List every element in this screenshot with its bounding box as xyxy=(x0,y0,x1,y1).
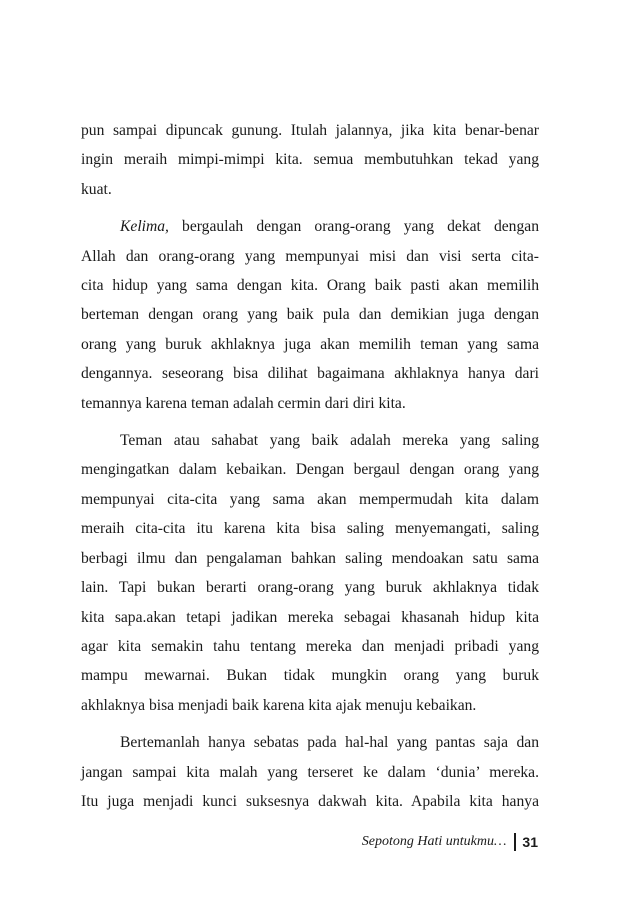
page-footer xyxy=(362,831,538,853)
text-line: jangan sampai kita malah yang terseret ke dalam ‘dunia’ mereka. xyxy=(81,763,539,781)
text-line: cita hidup yang sama dengan kita. Orang baik pasti akan memilih xyxy=(81,277,539,295)
paragraph-4 xyxy=(81,728,539,816)
text-line xyxy=(81,212,539,241)
text-line: kita sapa.akan tetapi jadikan mereka sebagai khasanah hidup kita xyxy=(81,608,539,626)
paragraph-3 xyxy=(81,426,539,720)
text-line: agar kita semakin tahu tentang mereka dan menjadi pribadi yang xyxy=(81,637,539,655)
text-line: berteman dengan orang yang baik pula dan demikian juga dengan xyxy=(81,306,539,324)
text-line: lain. Tapi bukan berarti orang-orang yang buruk akhlaknya tidak xyxy=(81,579,539,597)
text-line: Bertemanlah hanya sebatas pada hal-hal yang pantas saja dan xyxy=(120,734,539,752)
text-line-rest: bergaulah dengan orang-orang yang dekat dengan xyxy=(168,218,539,236)
text-line: mempunyai cita-cita yang sama akan mempermudah kita dalam xyxy=(81,490,539,508)
text-line: Teman atau sahabat yang baik adalah mereka yang saling xyxy=(120,432,539,450)
text-line: akhlaknya bisa menjadi baik karena kita ajak menuju kebaikan. xyxy=(81,696,477,714)
text-line: orang yang buruk akhlaknya juga akan memilih teman yang sama xyxy=(81,335,539,353)
book-title: Sepotong Hati untukmu… xyxy=(361,834,507,849)
text-line: berbagi ilmu dan pengalaman bahkan saling mendoakan satu sama xyxy=(81,549,539,567)
text-line: mampu mewarnai. Bukan tidak mungkin orang yang buruk xyxy=(81,667,539,685)
emphasis-lead: Kelima, xyxy=(120,218,169,236)
page-number: 31 xyxy=(522,834,538,850)
text-line: dengannya. seseorang bisa dilihat bagaimana akhlaknya hanya dari xyxy=(81,365,539,383)
text-line: ingin meraih mimpi-mimpi kita. semua membutuhkan tekad yang xyxy=(81,151,539,169)
text-line: pun sampai dipuncak gunung. Itulah jalannya, jika kita benar-benar xyxy=(81,122,539,139)
text-line: mengingatkan dalam kebaikan. Dengan bergaul dengan orang yang xyxy=(81,461,539,479)
footer-divider xyxy=(514,833,516,851)
page-body xyxy=(81,116,539,824)
text-line: Itu juga menjadi kunci suksesnya dakwah kita. Apabila kita hanya xyxy=(81,792,539,810)
text-line: Allah dan orang-orang yang mempunyai misi dan visi serta cita- xyxy=(81,247,539,265)
text-line: temannya karena teman adalah cermin dari diri kita. xyxy=(81,394,406,412)
paragraph-2 xyxy=(81,212,539,418)
text-line: meraih cita-cita itu karena kita bisa saling menyemangati, saling xyxy=(81,520,539,538)
text-line: kuat. xyxy=(81,180,112,198)
paragraph-1 xyxy=(81,116,539,204)
